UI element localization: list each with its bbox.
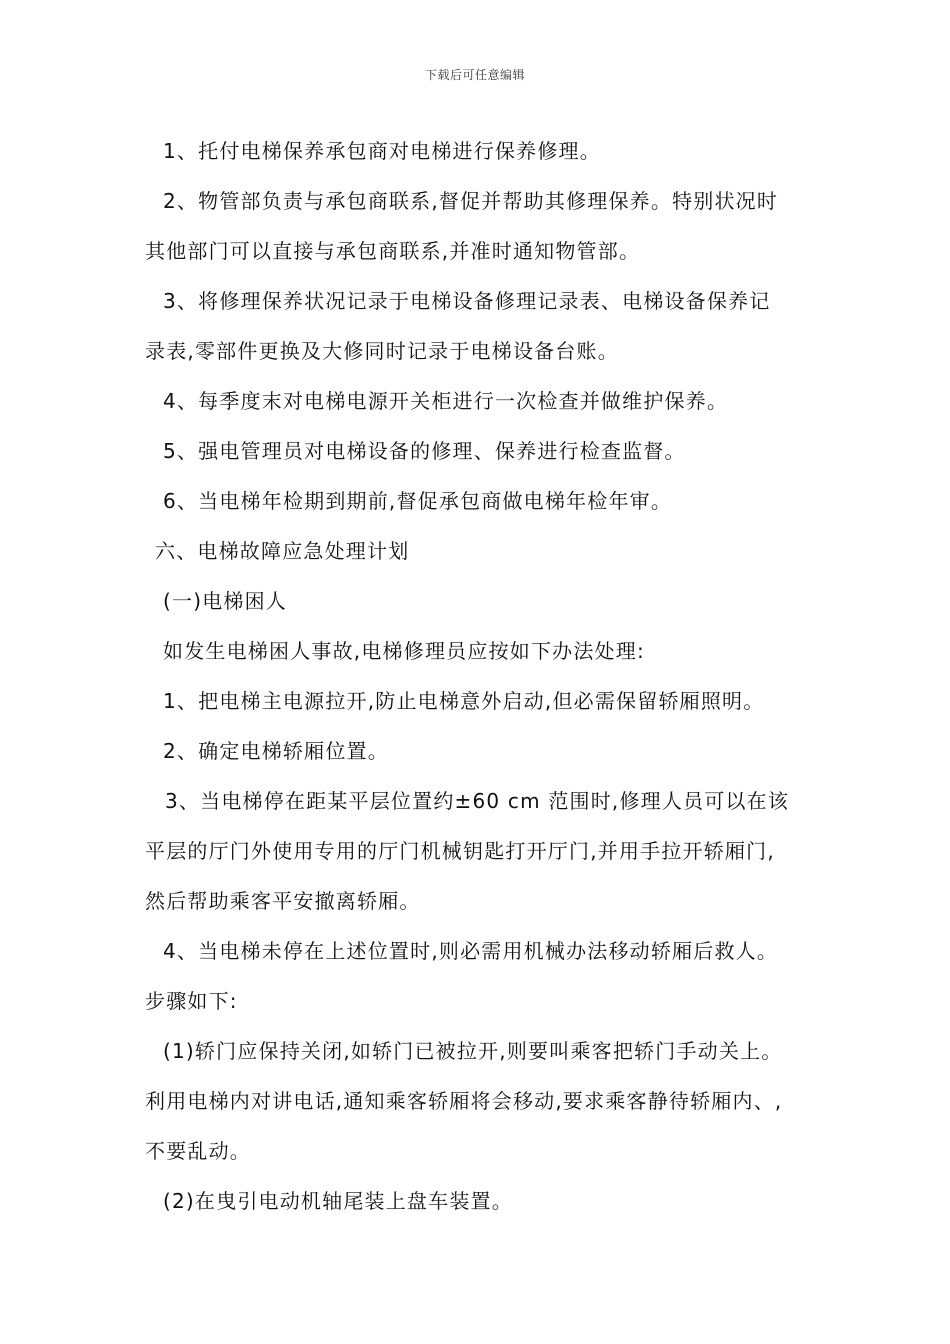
paragraph-line: (2)在曳引电动机轴尾装上盘车装置。: [163, 1189, 513, 1213]
paragraph-line: 利用电梯内对讲电话,通知乘客轿厢将会移动,要求乘客静待轿厢内、,: [145, 1089, 783, 1113]
section-heading: 六、电梯故障应急处理计划: [155, 539, 410, 563]
paragraph-line: 录表,零部件更换及大修同时记录于电梯设备台账。: [145, 339, 619, 363]
paragraph-line: 如发生电梯困人事故,电梯修理员应按如下办法处理:: [163, 639, 645, 663]
paragraph-line: 平层的厅门外使用专用的厅门机械钥匙打开厅门,并用手拉开轿厢门,: [145, 839, 775, 863]
paragraph-line: 5、强电管理员对电梯设备的修理、保养进行检查监督。: [163, 439, 686, 463]
paragraph-line: 3、当电梯停在距某平层位置约±60 cm 范围时,修理人员可以在该: [165, 789, 790, 813]
paragraph-line: 1、托付电梯保养承包商对电梯进行保养修理。: [163, 139, 601, 163]
paragraph-line: 4、每季度末对电梯电源开关柜进行一次检查并做维护保养。: [163, 389, 729, 413]
paragraph-line: 1、把电梯主电源拉开,防止电梯意外启动,但必需保留轿厢照明。: [163, 689, 765, 713]
paragraph-line: 然后帮助乘客平安撤离轿厢。: [145, 889, 421, 913]
paragraph-line: 不要乱动。: [145, 1139, 251, 1163]
paragraph-line: (1)轿门应保持关闭,如轿门已被拉开,则要叫乘客把轿门手动关上。: [163, 1039, 783, 1063]
subsection-heading: (一)电梯困人: [163, 589, 288, 613]
paragraph-line: 其他部门可以直接与承包商联系,并准时通知物管部。: [145, 239, 641, 263]
page-header: 下载后可任意编辑: [424, 68, 525, 82]
paragraph-line: 3、将修理保养状况记录于电梯设备修理记录表、电梯设备保养记: [163, 289, 771, 313]
paragraph-line: 4、当电梯未停在上述位置时,则必需用机械办法移动轿厢后救人。: [163, 939, 779, 963]
paragraph-line: 2、物管部负责与承包商联系,督促并帮助其修理保养。特别状况时: [163, 189, 779, 213]
paragraph-line: 6、当电梯年检期到期前,督促承包商做电梯年检年审。: [163, 489, 673, 513]
paragraph-line: 2、确定电梯轿厢位置。: [163, 739, 389, 763]
paragraph-line: 步骤如下:: [145, 989, 238, 1013]
document-body: [145, 126, 825, 1226]
